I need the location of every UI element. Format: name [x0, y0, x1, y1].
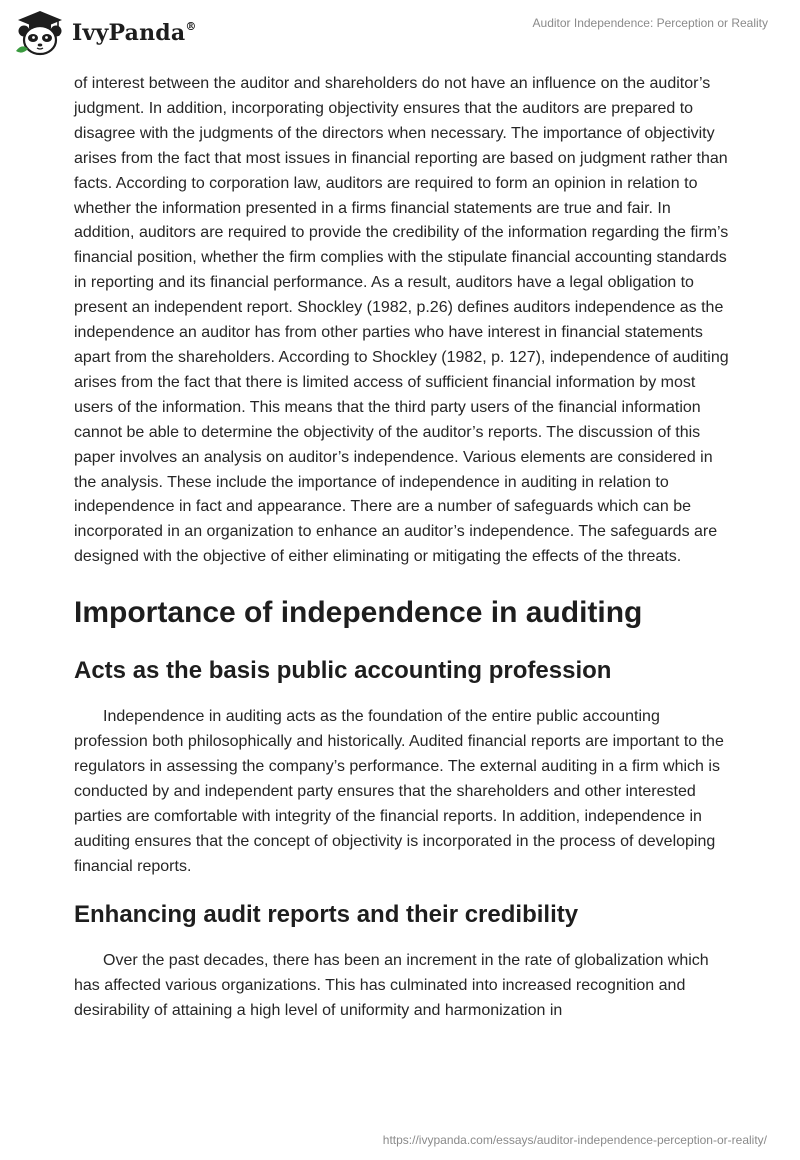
- subsection-paragraph-1: Independence in auditing acts as the foundation of the entire public accounting profession both philosophically and historically. Audited financial reports are important to the regulators in assessing the company’s performance. The external auditing in a firm which is conducted by and independent party ensures that the shareholders and other interested parties are comfortable with integrity of the financial reports. In addition, independence in auditing ensures that the concept of objectivity is incorporated in the process of developing financial reports.: [74, 708, 724, 875]
- essay-body: [74, 72, 734, 1024]
- subsection-heading-2: Enhancing audit reports and their credibility: [74, 901, 579, 929]
- ivypanda-logo[interactable]: [14, 8, 197, 58]
- source-url[interactable]: https://ivypanda.com/essays/auditor-independence-perception-or-reality/: [382, 1133, 767, 1147]
- brand-name: IvyPanda®: [72, 19, 197, 46]
- panda-graduate-icon: [14, 9, 66, 57]
- subsection-heading-1: Acts as the basis public accounting profession: [74, 657, 612, 685]
- page-header: [0, 0, 800, 70]
- subsection-paragraph-2: Over the past decades, there has been an increment in the rate of globalization which has affected various organizations. This has culminated into increased recognition and desirability of attaining a high level of uniformity and harmonization in: [74, 952, 709, 1020]
- section-heading: Importance of independence in auditing: [74, 596, 643, 630]
- document-title: Auditor Independence: Perception or Reality: [532, 16, 768, 30]
- intro-paragraph: of interest between the auditor and shareholders do not have an influence on the auditor’s judgment. In addition, incorporating objectivity ensures that the auditors are prepared to disagree with the judgments of the directors when necessary. The importance of objectivity arises from the fact that most issues in financial reporting are based on judgment rather than facts. According to corporation law, auditors are required to form an opinion in relation to whether the information presented in a firms financial statements are true and fair. In addition, auditors are required to provide the credibility of the information regarding the firm’s financial position, whether the firm complies with the stipulate financial accounting standards in reporting and its financial performance. As a result, auditors have a legal obligation to present an independent report. Shockley (1982, p.26) defines auditors independence as the independence an auditor has from other parties who have interest in financial statements apart from the shareholders. According to Shockley (1982, p. 127), independence of auditing arises from the fact that there is limited access of sufficient financial information by most users of the information. This means that the third party users of the financial information cannot be able to determine the objectivity of the auditor’s reports. The discussion of this paper involves an analysis on auditor’s independence. Various elements are considered in the analysis. These include the importance of independence in auditing in relation to independence in fact and appearance. There are a number of safeguards which can be incorporated in an organization to enhance an auditor’s independence. The safeguards are designed with the objective of either eliminating or mitigating the effects of the threats.: [74, 75, 729, 566]
